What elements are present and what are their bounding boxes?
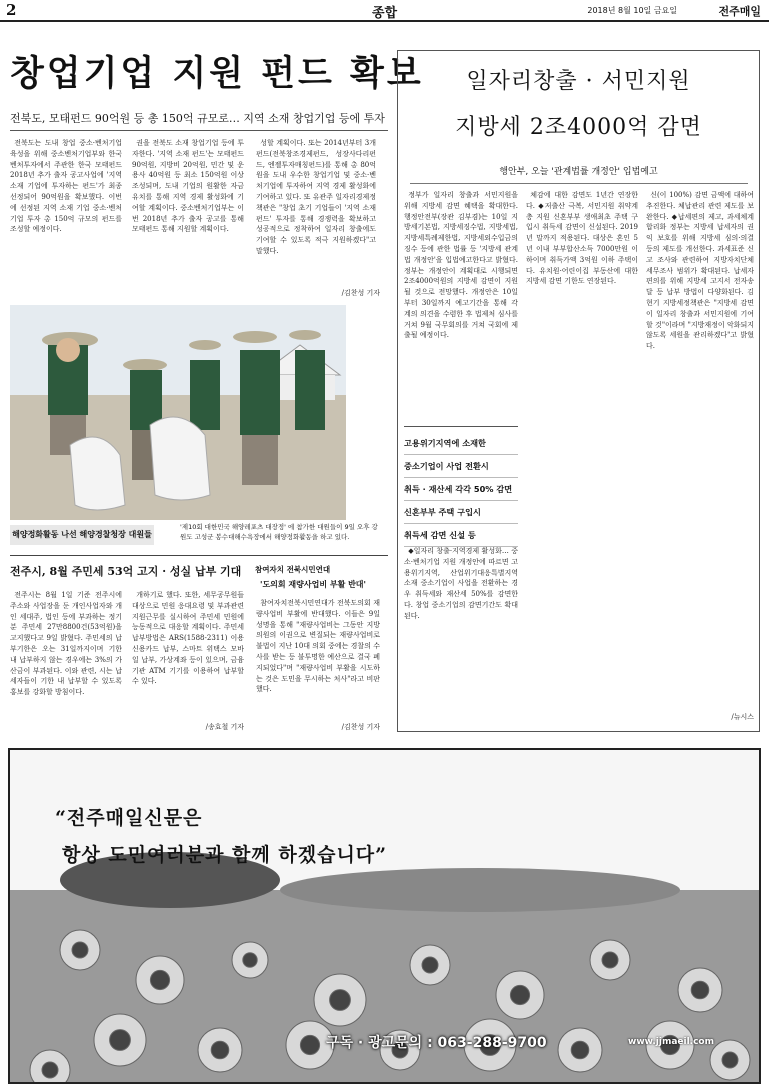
section-name: 종합 xyxy=(371,6,398,21)
story4-text: 체감에 대한 감면도 1년간 연장한다. ◆저출산 극복, 서민지원 취약계층 지원 신혼부부 생애최초 주택 구입시 취득세 감면이 신설된다. 2019년 말까지 적용된다. 대상은 혼인 5년 이내 부부합산소득 7000만원 이하이며 취득가액 3억원 이하 주택이다. 유치원·어린이집 부동산에 대한 지방세 감면 기한도 연장된다. xyxy=(526,191,638,286)
sunflower-center-icon xyxy=(150,970,169,989)
story2-column-1 xyxy=(10,590,122,720)
page-number: 2 xyxy=(6,1,17,19)
story1-column-1 xyxy=(10,138,122,298)
divider xyxy=(10,555,388,556)
story4-column-3 xyxy=(646,190,754,710)
story3-column xyxy=(256,598,380,720)
story3-byline: /김찬성 기자 xyxy=(341,723,380,731)
story4-text: ◆일자리 창출·지역경제 활성화… 중소·벤처기업 지원 개정안에 따르면 고용위기지역, 산업위기대응특별지역 소재 중소기업이 사업을 전환하는 경우 취득세와 재산세 50%를 감면한다. 창업 중소기업의 감면기간도 확대된다. xyxy=(404,547,518,620)
callout-line: 중소기업이 사업 전환시 xyxy=(404,455,518,478)
story2-headline: 전주시, 8월 주민세 53억 고지 · 성실 납부 기대 xyxy=(10,565,242,578)
story4-column-2 xyxy=(526,190,638,726)
sunflower-center-icon xyxy=(243,953,257,967)
story2-byline: /송효철 기자 xyxy=(205,723,244,731)
photo-caption: '제10회 대한민국 해양레포츠 대장정' 에 참가한 대원들이 9일 오후 강원도 고성군 봉수대해수욕장에서 해양정화활동을 하고 있다. xyxy=(180,523,378,541)
story4-headline-line1: 일자리창출 · 서민지원 xyxy=(466,69,691,94)
issue-date: 2018년 8월 10일 금요일 xyxy=(587,6,677,15)
story1-headline: 창업기업 지원 펀드 확보 xyxy=(10,54,424,94)
divider xyxy=(410,183,748,184)
sunflower-center-icon xyxy=(571,1041,589,1059)
story4-subheadline: 행안부, 오늘 '관계법률 개정안' 입법예고 xyxy=(499,167,658,177)
sunflower-center-icon xyxy=(42,1062,58,1078)
story3-text: 참여자치전북시민연대가 전북도의회 재량사업비 부활에 반대했다. 이들은 9일 성명을 통해 "재량사업비는 그동안 지방의원의 이권으로 변질되는 재량사업비로 불법이 지난 10대 의회 중에는 경찰의 수사를 받는 등 불투명한 예산으로 결국 폐지되었다"며 "재량사업비 부활을 시도하는 것은 도민을 무시하는 처사"라고 비판했다. xyxy=(256,599,380,694)
story1-text: 전북도는 도내 창업 중소·벤처기업 육성을 위해 중소벤처기업부와 한국벤처투자에서 주관한 한국 모태펀드 2018년 추가 출자 공고사업에 '지역 소재 기업에 투자하는 펀드'가 최종 선정되어 90억원을 확보했다. 이번에 선정된 지역 소재 기업 중소·벤처기업 투자 총 150억 규모의 펀드를 조성할 예정이다. xyxy=(10,139,122,234)
sunflower-center-icon xyxy=(722,1052,738,1068)
sunflower-center-icon xyxy=(72,942,88,958)
callout-line: 취득세 감면 신설 등 xyxy=(404,524,518,547)
ad-contact: 구독 · 광고문의 : 063-288-9700 xyxy=(326,1035,547,1051)
story4-callout xyxy=(404,432,518,547)
ad-slogan-line1: “전주매일신문은 xyxy=(55,807,203,829)
divider xyxy=(10,130,388,131)
sunflower-center-icon xyxy=(110,1030,131,1051)
story4-column-1b xyxy=(404,546,518,726)
story4-byline: /뉴시스 xyxy=(731,713,754,721)
sunflower-center-icon xyxy=(211,1041,229,1059)
cleanup-photo xyxy=(10,305,346,520)
story1-column-2 xyxy=(132,138,244,298)
story1-subheadline: 전북도, 모태펀드 90억원 등 총 150억 규모로… 지역 소재 창업기업 등에 투자 xyxy=(10,112,385,125)
story4-headline-line2: 지방세 2조4000억 감면 xyxy=(455,115,702,140)
photo-illustration xyxy=(10,305,346,520)
callout-line: 고용위기지역에 소재한 xyxy=(404,432,518,455)
story1-text: 권을 전북도 소재 창업기업 등에 투자한다. '지역 소재 펀드'는 모태펀드 90억원, 지방비 20억원, 민간 및 운용사 40억원 등 최소 150억원 이상 조성되며, 도내 기업의 원활한 자금 유치를 통해 지역 경제 활성화에 기여할 계획이다. 중소벤처기업부는 이번 2018년 추가 출자 공고를 통해 모태펀드 통해 지원할 계획이다. xyxy=(132,139,244,234)
divider xyxy=(404,426,518,427)
story3-kicker: 참여자치 전북시민연대 xyxy=(255,565,331,574)
sunflower-center-icon xyxy=(691,981,709,999)
story2-text: 개하기로 했다. 또한, 세무공무원들 대상으로 민원 응대요령 및 부과관련 지원근무를 실시하여 주민세 민원에 능동적으로 대응할 계획이다. 주민세 납부방법은 ARS(1588-2311) 이용 신용카드 납부, 스마트 위택스 모바일 납부, 가상계좌 등이 있으며, 금융기관 ATM 기기를 이용하여 납부할 수 있다. xyxy=(132,591,244,686)
paper-name: 전주매일 xyxy=(718,5,761,18)
story2-column-2 xyxy=(132,590,244,720)
story3-headline: '도의회 재량사업비 부활 반대' xyxy=(260,579,366,589)
story4-column-1 xyxy=(404,190,518,422)
story4-text: 신(이 100%) 감면 금액에 대하여 추진한다. 체납관리 관련 제도를 보완한다. ◆납세편의 제고, 과세체계 합리화 정부는 지방세 납세자의 권익 보호를 위해 지방세 심의·의결 등의 제도를 개선한다. 과세표준 신고 조사와 관련하여 지방자치단체 세무조사 범위가 확대된다. 납세자 편의를 위해 지방세 고지서 전자송달 등 납부 방법이 다양화된다. 김현기 지방세정책관은 "지방세 감면이 일자리 창출과 서민지원에 기여할 것"이라며 "지방재정이 악화되지 않도록 세원을 관리하겠다"고 밝혔다. xyxy=(646,191,754,351)
sunflower-center-icon xyxy=(330,990,351,1011)
sunflower-center-icon xyxy=(602,952,618,968)
sunflower-center-icon xyxy=(422,957,438,973)
story1-text: 성할 계획이다. 또는 2014년부터 3개 펀드(전북창조경제펀드, 성장사다리펀드, 엔젤투자매칭펀드)를 통해 총 80억원을 도내 우수한 창업기업 및 중소·벤처기업에 투자하여 지역 경제 활성화에 기여하고 있다. 또 유관주 일자리경제정책관은 "창업 초기 기업들이 '지역 소재 펀드' 투자를 통해 경쟁력을 확보하고 성공적으로 정착하여 일자리 창출에도 기여할 수 있도록 적극 지원하겠다"고 말했다. xyxy=(256,139,376,255)
story4-text: 정부가 일자리 창출과 서민지원을 위해 지방세 감면 혜택을 확대한다. 행정안전부(장관 김부겸)는 10일 지방세기본법, 지방세징수법, 지방세법, 지방세특례제한법, 지방세외수입금의 징수 등에 관한 법률 등 '지방세 관계법 개정안'을 입법예고한다고 밝혔다. 정부는 개정안이 계획대로 시행되면 2조4000억원의 지방세 감면이 지원될 것으로 전망했다. 개정안은 10일부터 30일까지 예고기간을 통해 각 계의 의견을 수렴한 후 법제처 심사를 거쳐 9월 국무회의를 거쳐 국회에 제출될 예정이다. xyxy=(404,191,518,340)
callout-line: 취득 · 재산세 각각 50% 감면 xyxy=(404,478,518,501)
sunflower-center-icon xyxy=(300,1035,319,1054)
photo-caption-title: 해양정화활동 나선 해양경찰청장 대원들 xyxy=(10,525,154,545)
ad-website-link[interactable]: www.jjmaeil.com xyxy=(628,1037,714,1047)
story1-column-3 xyxy=(256,138,376,288)
callout-line: 신혼부부 주택 구입시 xyxy=(404,501,518,524)
story2-text: 전주시는 8월 1일 기준 전주시에 주소와 사업장을 둔 개인사업자와 개인 세대주, 법인 등에 부과하는 정기분 주민세 27만8800건(53억원)을 고지했다고 9일 밝혔다. 주민세의 납부기한은 오는 31일까지이며 기한 내 납부하지 않는 경우에는 3%의 가산금이 부과된다. 이와 관련, 시는 납세자들이 기한 내 납부할 수 있도록 홍보를 강화할 방침이다. xyxy=(10,591,122,697)
ad-slogan-line2: 항상 도민여러분과 함께 하겠습니다” xyxy=(62,844,388,866)
sunflower-center-icon xyxy=(510,985,529,1004)
story1-byline: /김찬성 기자 xyxy=(341,289,380,297)
